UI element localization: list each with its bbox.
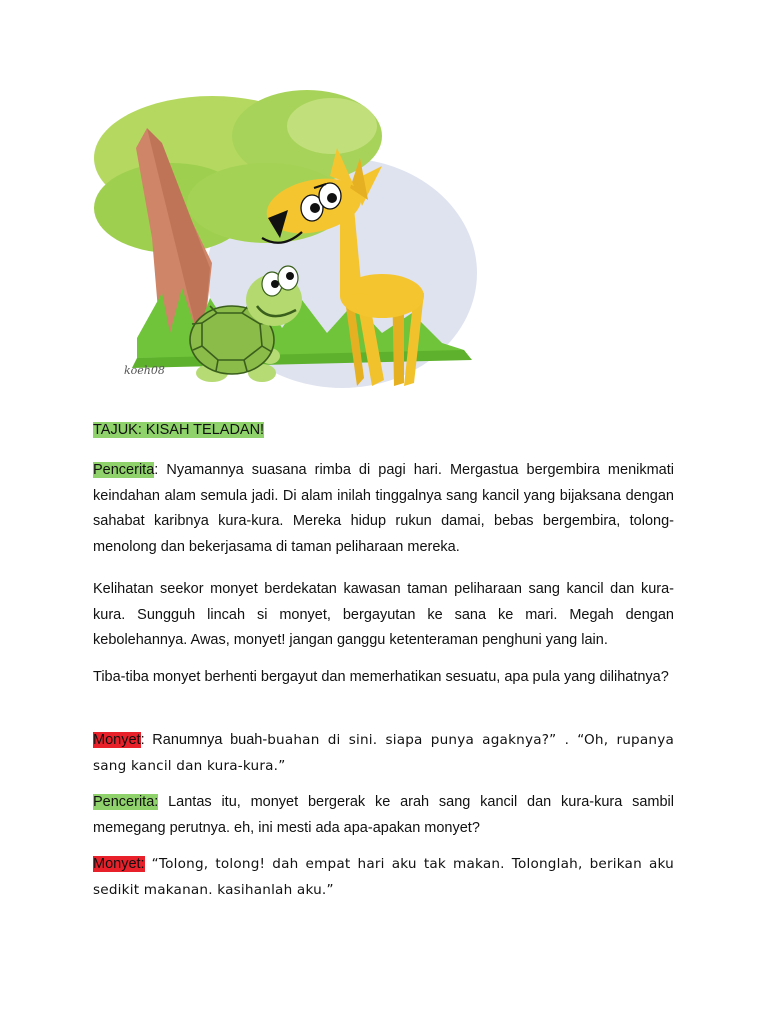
artist-signature: koeh08	[124, 364, 165, 377]
speaker-label-monkey: Monyet	[93, 732, 141, 748]
paragraph-text: Tiba-tiba monyet berhenti bergayut dan memerhatikan sesuatu, apa pula yang dilihatnya?	[93, 669, 669, 685]
paragraph-quote: buahan di sini. siapa punya agaknya?” . “Oh, rupanya sang kancil dan kura-kura.”	[93, 732, 675, 774]
speaker-label-narrator: Pencerita:	[93, 794, 159, 810]
paragraph-monkey-stops	[93, 665, 674, 691]
paragraph-narrator-1	[93, 458, 674, 560]
speaker-label-monkey: Monyet:	[93, 856, 145, 872]
story-illustration	[92, 88, 478, 398]
paragraph-monkey-description	[93, 577, 674, 654]
paragraph-text: : Nyamannya suasana rimba di pagi hari. Mergastua bergembira menikmati keindahan alam semula jadi. Di alam inilah tinggalnya sang kancil yang bijaksana dengan sahabat karibnya kura-kura. Mereka hidup rukun damai, bebas bergembira, tolong-menolong dan bekerjasama di taman peliharaan mereka.	[93, 462, 674, 555]
paragraph-narrator-2	[93, 790, 674, 841]
title-highlight: TAJUK: KISAH TELADAN!	[93, 422, 265, 438]
paragraph-text: : Ranumnya buah-	[140, 732, 268, 748]
paragraph-monkey-2	[93, 852, 674, 903]
paragraph-text: Lantas itu, monyet bergerak ke arah sang kancil dan kura-kura sambil memegang perutnya. eh, ini mesti ada apa-apakan monyet?	[93, 794, 674, 836]
paragraph-text: Kelihatan seekor monyet berdekatan kawasan taman peliharaan sang kancil dan kura-kura. Sungguh lincah si monyet, bergayutan ke sana ke mari. Megah dengan kebolehannya. Awas, monyet! jangan ganggu ketenteraman penghuni yang lain.	[93, 581, 674, 649]
paragraph-quote: “Tolong, tolong! dah empat hari aku tak makan. Tolonglah, berikan aku sedikit makanan. kasihanlah aku.”	[93, 856, 674, 898]
paragraph-monkey-1	[93, 728, 674, 779]
speaker-label-narrator: Pencerita	[93, 462, 155, 478]
story-title	[93, 421, 264, 439]
